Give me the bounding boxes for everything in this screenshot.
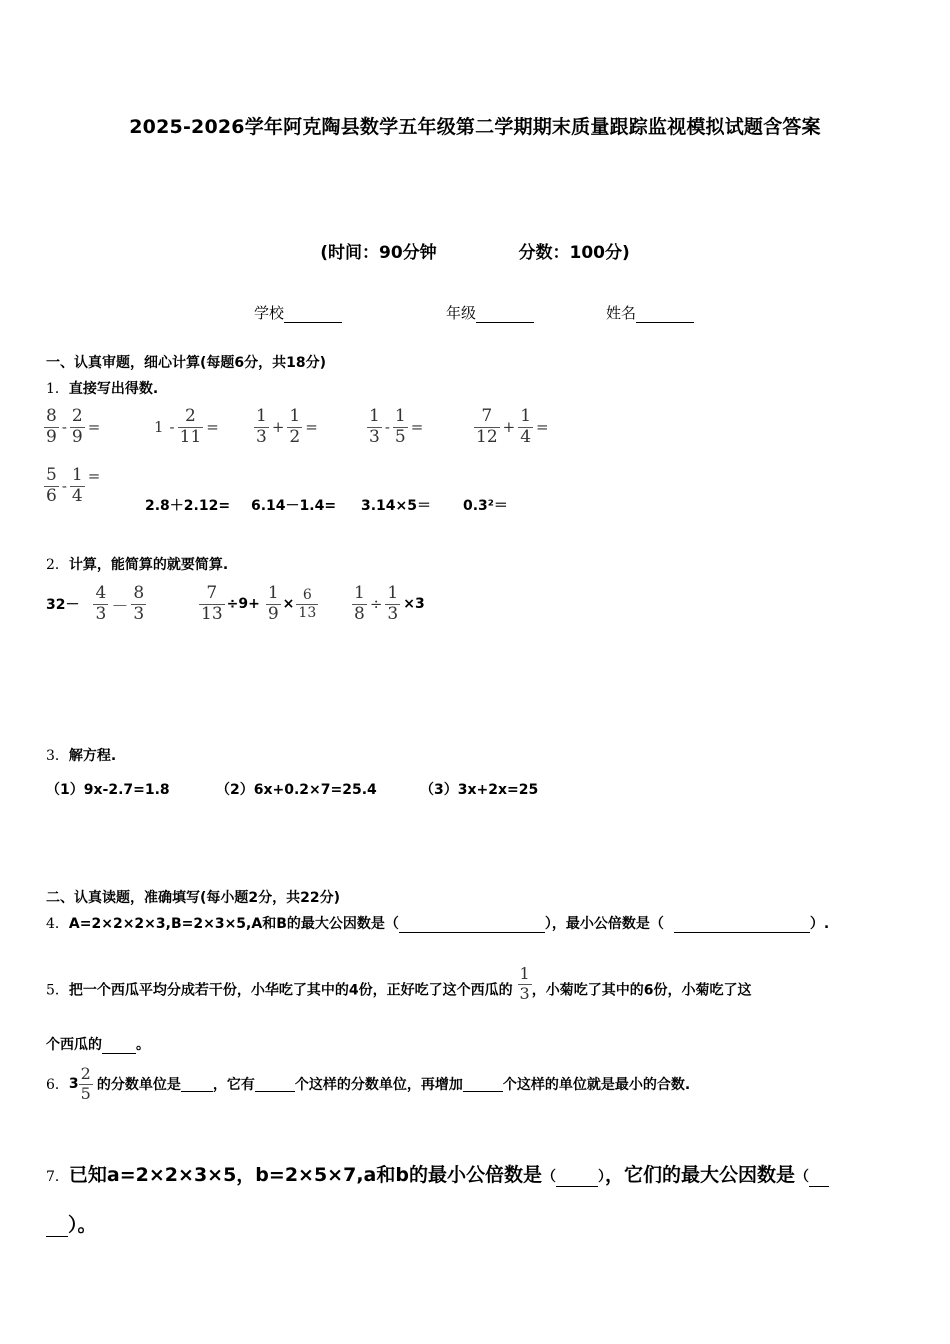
fraction: $\frac{8}{3}$ <box>133 583 145 624</box>
expr-5-6-minus-1-4 <box>44 467 103 506</box>
question-number: 6． <box>46 1077 69 1094</box>
fraction: $\frac{1}{3}$ <box>519 964 530 1003</box>
question-text: 个这样的分数单位，再增加 <box>294 1077 463 1094</box>
operand: 32－ <box>46 597 80 614</box>
paren: ） <box>597 1169 605 1185</box>
equation-1: （1）9x-2.7=1.8 <box>46 782 170 798</box>
grade-label: 年级 <box>446 304 477 322</box>
question-text: 计算，能简算的就要简算. <box>68 557 229 573</box>
operator: = <box>305 418 318 437</box>
operator: = <box>206 418 219 437</box>
question-7-cont <box>46 1210 97 1237</box>
fraction: $\frac{7}{13}$ <box>201 583 223 624</box>
question-text: 已知a=2×2×3×5，b=2×5×7,a和b的最小公倍数是 <box>68 1164 542 1186</box>
equation-3: （3）3x+2x=25 <box>420 782 539 798</box>
fraction: $\frac{1}{3}$ <box>256 406 267 447</box>
operator: + <box>271 418 285 437</box>
question-4 <box>46 913 829 933</box>
operator: - <box>61 477 67 496</box>
answer-blank[interactable] <box>102 1039 136 1054</box>
fraction: $\frac{5}{6}$ <box>46 465 57 506</box>
fraction: $\frac{1}{3}$ <box>369 406 380 447</box>
expr-1-minus-2-11 <box>154 408 222 447</box>
question-text: A=2×2×2×3,B=2×3×5,A和B的最大公因数是（ <box>68 916 399 932</box>
expr-7-12-plus-1-4 <box>474 408 552 447</box>
name-blank[interactable] <box>636 308 694 323</box>
question-number: 2． <box>46 557 69 573</box>
answer-blank-gcd-cont[interactable] <box>46 1222 68 1237</box>
question-text: ，小菊吃了其中的6份，小菊吃了这 <box>531 982 752 999</box>
expr-decimal-mul: 3.14×5＝ <box>361 498 432 514</box>
fraction: $\frac{1}{3}$ <box>387 583 399 624</box>
answer-blank-lcm[interactable] <box>674 918 810 933</box>
operator: - <box>169 418 175 437</box>
operand: ×3 <box>403 596 425 613</box>
exam-score: 分数：100分) <box>518 243 630 263</box>
question-text: 。 <box>136 1037 150 1053</box>
operator: - <box>61 418 67 437</box>
school-blank[interactable] <box>284 308 342 323</box>
fraction: $\frac{7}{12}$ <box>476 406 498 447</box>
operator: + <box>502 418 516 437</box>
school-label: 学校 <box>254 304 285 322</box>
section-1-heading: 一、认真审题，细心计算(每题6分，共18分) <box>46 355 327 371</box>
exam-time: (时间：90分钟 <box>320 243 437 263</box>
mixed-number-whole: 3 <box>68 1076 79 1093</box>
fraction: $\frac{6}{13}$ <box>298 587 317 621</box>
expr-decimal-square: 0.3²＝ <box>463 498 508 514</box>
question-text: 个西瓜的 <box>46 1037 102 1053</box>
answer-blank[interactable] <box>181 1077 213 1092</box>
school-field[interactable] <box>254 302 342 323</box>
question-text: ，它有 <box>212 1077 255 1094</box>
operator: = <box>87 467 101 486</box>
fraction: $\frac{1}{2}$ <box>289 406 301 447</box>
answer-blank[interactable] <box>463 1077 503 1092</box>
question-text: 把一个西瓜平均分成若干份，小华吃了其中的4份，正好吃了这个西瓜的 <box>68 982 513 999</box>
question-text: 个这样的单位就是最小的合数. <box>502 1077 691 1094</box>
operator: = <box>87 418 101 437</box>
question-5 <box>46 964 752 1009</box>
name-label: 姓名 <box>606 304 637 322</box>
exam-info <box>0 238 950 263</box>
fraction: $\frac{2}{9}$ <box>71 406 83 447</box>
operand: 1 <box>154 418 164 437</box>
answer-blank-lcm[interactable] <box>556 1172 598 1187</box>
operator: × <box>282 596 295 613</box>
fraction: $\frac{1}{9}$ <box>267 583 279 624</box>
operator: － <box>111 596 129 617</box>
expr-1-3-plus-1-2 <box>254 408 321 447</box>
expr-8-9-minus-2-9 <box>44 408 103 447</box>
fraction: $\frac{1}{5}$ <box>394 406 406 447</box>
expr-decimal-sub: 6.14－1.4= <box>251 498 337 514</box>
question-number: 5． <box>46 982 69 999</box>
q2-expr-2 <box>199 585 318 624</box>
operator: = <box>410 418 424 437</box>
paren: （ <box>541 1169 556 1185</box>
question-2 <box>46 554 228 574</box>
fraction: $\frac{4}{3}$ <box>95 583 107 624</box>
operator: = <box>536 418 549 437</box>
fraction: $\frac{2}{5}$ <box>80 1064 91 1103</box>
question-7 <box>46 1160 829 1187</box>
question-number: 4． <box>46 916 69 932</box>
fraction: $\frac{1}{8}$ <box>354 583 365 624</box>
fraction: $\frac{8}{9}$ <box>46 406 57 447</box>
fraction: $\frac{2}{11}$ <box>179 406 202 447</box>
question-text: 解方程. <box>68 748 117 764</box>
grade-field[interactable] <box>446 302 534 323</box>
question-number: 7． <box>46 1169 69 1185</box>
question-text: ），最小公倍数是（ <box>544 916 664 932</box>
question-5-cont <box>46 1034 150 1054</box>
equation-2: （2）6x+0.2×7=25.4 <box>216 782 377 798</box>
operator: ÷9+ <box>226 596 260 613</box>
question-6 <box>46 1066 690 1103</box>
question-1 <box>46 378 158 398</box>
question-text: 的分数单位是 <box>96 1077 181 1094</box>
q2-expr-1 <box>46 585 146 624</box>
answer-blank-gcd[interactable] <box>809 1172 829 1187</box>
operator: - <box>384 418 390 437</box>
paren: （ <box>794 1169 809 1185</box>
question-text: ）。 <box>68 1214 97 1236</box>
question-text: ）. <box>809 916 830 932</box>
question-text: 直接写出得数. <box>68 381 159 397</box>
question-number: 1． <box>46 381 69 397</box>
answer-blank-gcd[interactable] <box>399 918 545 933</box>
q2-expr-3 <box>352 585 425 624</box>
operator: ÷ <box>369 595 383 614</box>
page-title: 2025-2026学年阿克陶县数学五年级第二学期期末质量跟踪监视模拟试题含答案 <box>129 116 821 138</box>
name-field[interactable] <box>606 302 694 323</box>
question-text: ，它们的最大公因数是 <box>604 1164 795 1186</box>
fraction: $\frac{1}{4}$ <box>71 465 83 506</box>
section-2-heading: 二、认真读题，准确填写(每小题2分，共22分) <box>46 890 341 906</box>
expr-1-3-minus-1-5 <box>367 408 426 447</box>
expr-decimal-add: 2.8＋2.12= <box>145 498 231 514</box>
question-3 <box>46 745 116 765</box>
fraction: $\frac{1}{4}$ <box>520 406 532 447</box>
answer-blank[interactable] <box>255 1077 295 1092</box>
grade-blank[interactable] <box>476 308 534 323</box>
question-number: 3． <box>46 748 69 764</box>
